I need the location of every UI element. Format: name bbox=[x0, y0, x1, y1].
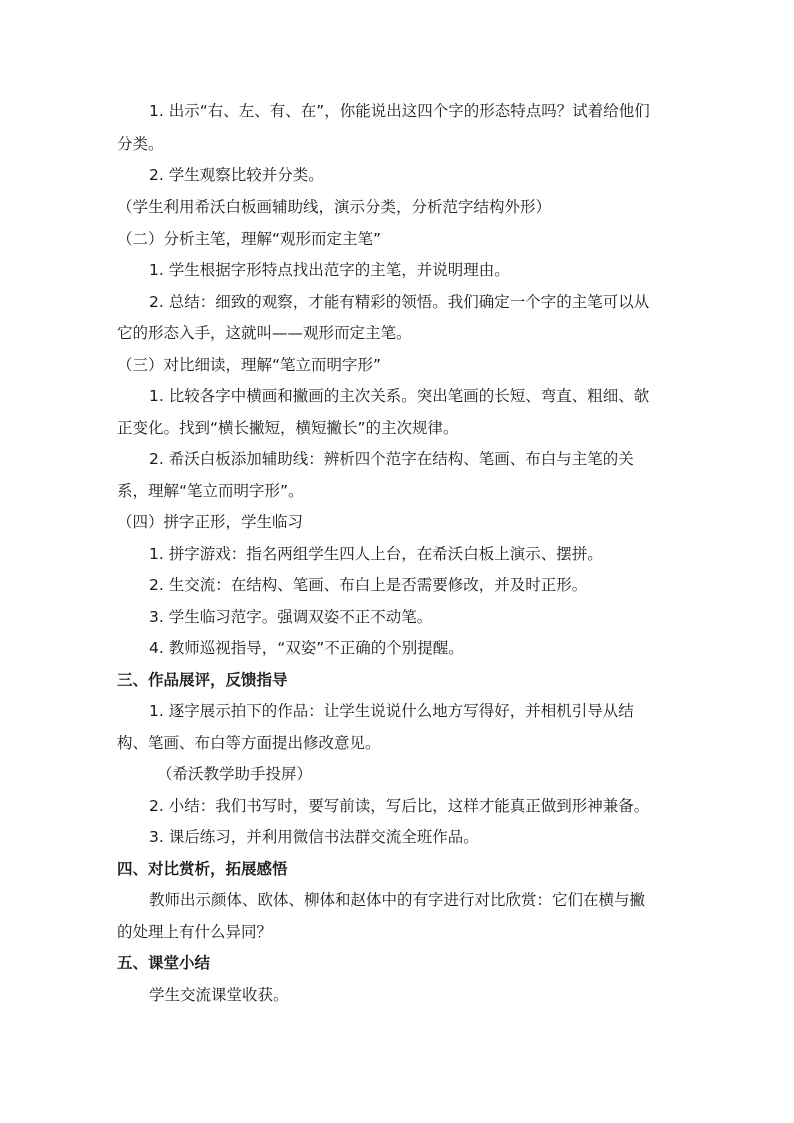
text-line: （希沃教学助手投屏） bbox=[157, 765, 313, 783]
text-line: 分类。 bbox=[117, 135, 164, 153]
text-line: 4. 教师巡视指导，“双姿”不正确的个别提醒。 bbox=[149, 639, 464, 657]
bold-heading: 三、作品展评，反馈指导 bbox=[117, 671, 288, 689]
bold-heading: 四、对比赏析，拓展感悟 bbox=[117, 860, 288, 878]
text-line: 它的形态入手，这就叫——观形而定主笔。 bbox=[117, 324, 412, 342]
text-line: 2. 生交流：在结构、笔画、布白上是否需要修改，并及时正形。 bbox=[149, 576, 588, 594]
text-line: 3. 学生临习范字。强调双姿不正不动笔。 bbox=[149, 608, 433, 626]
text-line: 1. 出示“右、左、有、在”，你能说出这四个字的形态特点吗？试着给他们 bbox=[149, 102, 650, 120]
bold-heading: 五、课堂小结 bbox=[117, 954, 211, 972]
text-line: 2. 希沃白板添加辅助线：辨析四个范字在结构、笔画、布白与主笔的关 bbox=[149, 450, 634, 468]
text-line: 的处理上有什么异同？ bbox=[117, 923, 273, 941]
text-line: 2. 学生观察比较并分类。 bbox=[149, 166, 324, 184]
text-line: 教师出示颜体、欧体、柳体和赵体中的有字进行对比欣赏：它们在横与撇 bbox=[149, 891, 646, 909]
text-line: 1. 比较各字中横画和撇画的主次关系。突出笔画的长短、弯直、粗细、欹 bbox=[149, 387, 650, 405]
section-heading: （二）分析主笔，理解“观形而定主笔” bbox=[117, 230, 382, 248]
text-line: 2. 总结：细致的观察，才能有精彩的领悟。我们确定一个字的主笔可以从 bbox=[149, 293, 650, 311]
text-line: 2. 小结：我们书写时，要写前读，写后比，这样才能真正做到形神兼备。 bbox=[149, 797, 650, 815]
text-line: （学生利用希沃白板画辅助线，演示分类，分析范字结构外形） bbox=[117, 198, 552, 216]
section-heading: （四）拼字正形，学生临习 bbox=[117, 513, 304, 531]
text-line: 正变化。找到“横长撇短，横短撇长”的主次规律。 bbox=[117, 419, 459, 437]
text-line: 1. 拼字游戏：指名两组学生四人上台，在希沃白板上演示、摆拼。 bbox=[149, 545, 603, 563]
text-line: 构、笔画、布白等方面提出修改意见。 bbox=[117, 734, 381, 752]
section-heading: （三）对比细读，理解“笔立而明字形” bbox=[117, 356, 382, 374]
text-line: 3. 课后练习，并利用微信书法群交流全班作品。 bbox=[149, 828, 479, 846]
text-line: 学生交流课堂收获。 bbox=[149, 986, 289, 1004]
text-line: 系，理解“笔立而明字形”。 bbox=[117, 482, 304, 500]
text-line: 1. 学生根据字形特点找出范字的主笔，并说明理由。 bbox=[149, 261, 510, 279]
text-line: 1. 逐字展示拍下的作品：让学生说说什么地方写得好，并相机引导从结 bbox=[149, 702, 634, 720]
